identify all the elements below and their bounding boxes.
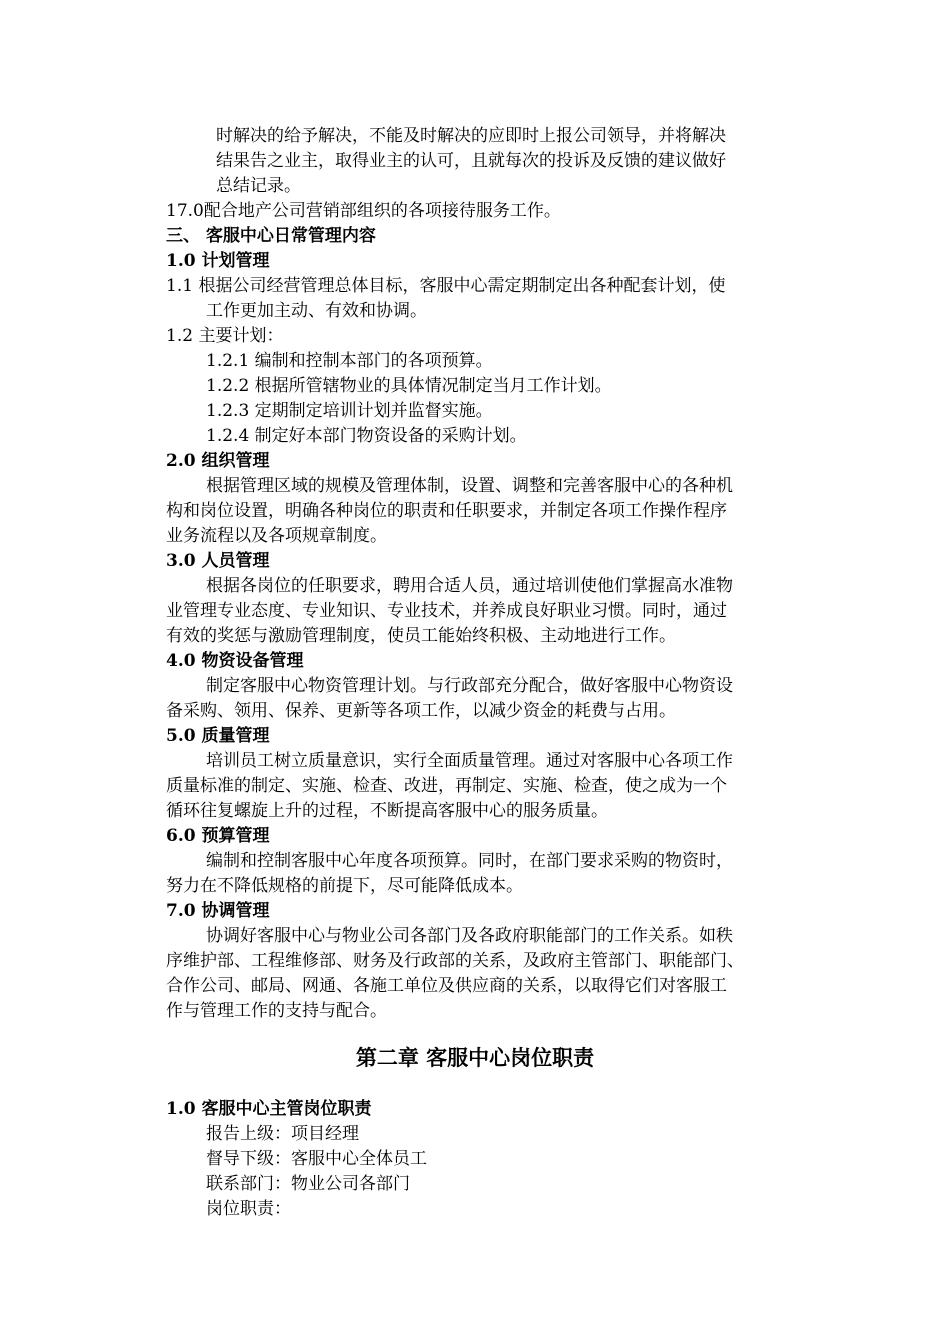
info-line: 联系部门：物业公司各部门 [206,1174,410,1194]
paragraph-line: 循环往复螺旋上升的过程，不断提高客服中心的服务质量。 [166,801,608,821]
paragraph-line: 编制和控制客服中心年度各项预算。同时，在部门要求采购的物资时， [206,851,733,871]
paragraph-line: 质量标准的制定、实施、检查、改进，再制定、实施、检查，使之成为一个 [166,776,727,796]
item-line: 1.2 主要计划： [166,326,284,346]
paragraph-line: 合作公司、邮局、网通、各施工单位及供应商的关系，以取得它们对客服工 [166,976,727,996]
subsection-heading: 2.0 组织管理 [166,451,270,471]
chapter-title: 第二章 客服中心岗位职责 [355,1045,595,1070]
subsection-heading: 1.0 计划管理 [166,251,270,271]
subsection-heading: 4.0 物资设备管理 [166,651,304,671]
paragraph-line: 有效的奖惩与激励管理制度，使员工能始终积极、主动地进行工作。 [166,626,676,646]
subsection-heading: 6.0 预算管理 [166,826,270,846]
section-heading: 三、 客服中心日常管理内容 [166,226,376,246]
paragraph-line: 业务流程以及各项规章制度。 [166,526,387,546]
subsection-heading: 3.0 人员管理 [166,551,270,571]
sub-item-line: 1.2.4 制定好本部门物资设备的采购计划。 [206,426,527,446]
paragraph-line: 协调好客服中心与物业公司各部门及各政府职能部门的工作关系。如秩 [206,926,733,946]
subsection-heading: 5.0 质量管理 [166,726,270,746]
paragraph-line: 根据管理区域的规模及管理体制，设置、调整和完善客服中心的各种机 [206,476,733,496]
paragraph-line: 时解决的给予解决，不能及时解决的应即时上报公司领导，并将解决 [216,126,726,146]
paragraph-line: 工作更加主动、有效和协调。 [206,301,427,321]
sub-item-line: 1.2.1 编制和控制本部门的各项预算。 [206,351,493,371]
sub-item-line: 1.2.2 根据所管辖物业的具体情况制定当月工作计划。 [206,376,612,396]
paragraph-line: 总结记录。 [216,176,301,196]
paragraph-line: 制定客服中心物资管理计划。与行政部充分配合，做好客服中心物资设 [206,676,733,696]
item-line: 17.0配合地产公司营销部组织的各项接待服务工作。 [166,201,561,221]
paragraph-line: 努力在不降低规格的前提下，尽可能降低成本。 [166,876,523,896]
info-line: 岗位职责： [206,1199,291,1219]
info-line: 督导下级：客服中心全体员工 [206,1149,427,1169]
subsection-heading: 1.0 客服中心主管岗位职责 [166,1099,372,1119]
paragraph-line: 备采购、领用、保养、更新等各项工作，以减少资金的耗费与占用。 [166,701,676,721]
paragraph-line: 序维护部、工程维修部、财务及行政部的关系，及政府主管部门、职能部门、 [166,951,744,971]
paragraph-line: 根据各岗位的任职要求，聘用合适人员，通过培训使他们掌握高水准物 [206,576,733,596]
paragraph-line: 结果告之业主，取得业主的认可，且就每次的投诉及反馈的建议做好 [216,151,726,171]
item-line: 1.1 根据公司经营管理总体目标，客服中心需定期制定出各种配套计划，使 [166,276,726,296]
paragraph-line: 作与管理工作的支持与配合。 [166,1001,387,1021]
paragraph-line: 业管理专业态度、专业知识、专业技术，并养成良好职业习惯。同时，通过 [166,601,727,621]
paragraph-line: 培训员工树立质量意识，实行全面质量管理。通过对客服中心各项工作 [206,751,733,771]
info-line: 报告上级：项目经理 [206,1124,359,1144]
sub-item-line: 1.2.3 定期制定培训计划并监督实施。 [206,401,493,421]
subsection-heading: 7.0 协调管理 [166,901,270,921]
paragraph-line: 构和岗位设置，明确各种岗位的职责和任职要求，并制定各项工作操作程序 [166,501,727,521]
